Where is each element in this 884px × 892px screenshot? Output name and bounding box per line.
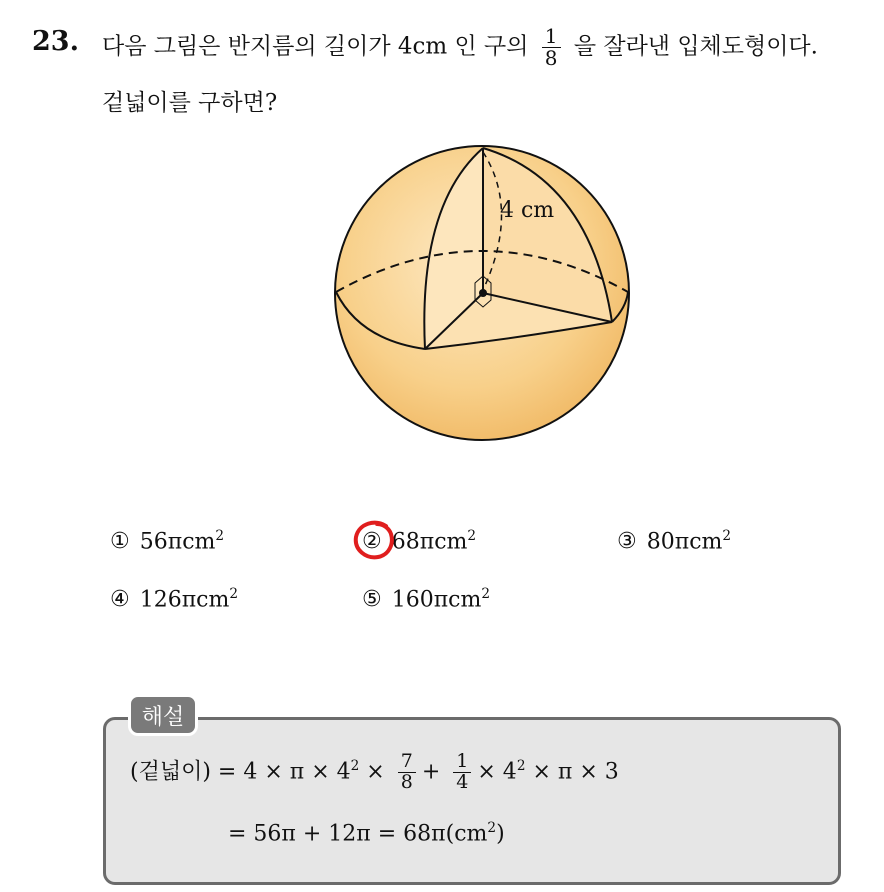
eq2-exp: 2 xyxy=(487,820,497,836)
choice-3[interactable] xyxy=(617,528,731,554)
question-text xyxy=(102,26,818,69)
eq1-part-e: × π × 3 xyxy=(525,759,619,785)
explanation-line-1 xyxy=(130,752,619,793)
eq1-part-b: × xyxy=(359,759,385,785)
explanation-line-2 xyxy=(228,820,505,846)
choice-5[interactable] xyxy=(362,586,490,612)
choice-4-mark: ④ xyxy=(110,587,130,613)
question-fraction xyxy=(542,26,561,69)
choice-1-mark: ① xyxy=(110,529,130,555)
choice-5-text: 160πcm xyxy=(391,587,482,613)
eq1-frac1-den: 8 xyxy=(400,770,413,793)
choice-5-mark: ⑤ xyxy=(362,587,382,613)
eq1-part-c: + xyxy=(421,759,441,785)
eq2-main: = 56π + 12π = 68π(cm xyxy=(228,821,488,847)
choice-3-exp: 2 xyxy=(722,528,732,544)
eq1-fraction-1 xyxy=(398,752,416,793)
eq1-exp-d: 2 xyxy=(516,758,526,775)
choice-4-exp: 2 xyxy=(229,586,239,602)
question-line2: 겉넓이를 구하면? xyxy=(102,90,278,116)
choice-5-exp: 2 xyxy=(481,586,491,602)
choice-1[interactable] xyxy=(110,528,224,554)
fraction-denominator: 8 xyxy=(544,46,558,70)
choice-1-text: 56πcm xyxy=(139,529,216,555)
eq1-frac1-num: 7 xyxy=(398,752,416,773)
choice-4-text: 126πcm xyxy=(139,587,230,613)
question-number: 23. xyxy=(32,26,79,57)
eq1-fraction-2 xyxy=(453,752,471,793)
sphere-figure xyxy=(320,135,650,455)
choice-2-text: 68πcm xyxy=(391,529,468,555)
radius-label: 4 cm xyxy=(500,198,555,223)
explanation-tag: 해설 xyxy=(128,694,198,736)
eq1-exp-a: 2 xyxy=(350,758,360,775)
eq1-part-a: (겉넓이) = 4 × π × 4 xyxy=(130,759,351,785)
choice-2-exp: 2 xyxy=(467,528,477,544)
question-text-before: 다음 그림은 반지름의 길이가 4cm 인 구의 xyxy=(102,33,529,60)
eq1-frac2-num: 1 xyxy=(453,752,471,773)
choice-4[interactable] xyxy=(110,586,238,612)
explanation-box xyxy=(103,717,841,885)
choice-2-mark: ② xyxy=(362,529,382,555)
choice-3-text: 80πcm xyxy=(646,529,723,555)
eq1-part-d: × 4 xyxy=(477,759,517,785)
eq2-end: ) xyxy=(496,821,505,847)
center-dot xyxy=(479,289,487,297)
selected-answer-circle xyxy=(351,517,397,563)
question-text-after: 을 잘라낸 입체도형이다. xyxy=(573,33,818,60)
fraction-numerator: 1 xyxy=(542,26,561,48)
choice-3-mark: ③ xyxy=(617,529,637,555)
choice-1-exp: 2 xyxy=(215,528,225,544)
eq1-frac2-den: 4 xyxy=(456,770,469,793)
